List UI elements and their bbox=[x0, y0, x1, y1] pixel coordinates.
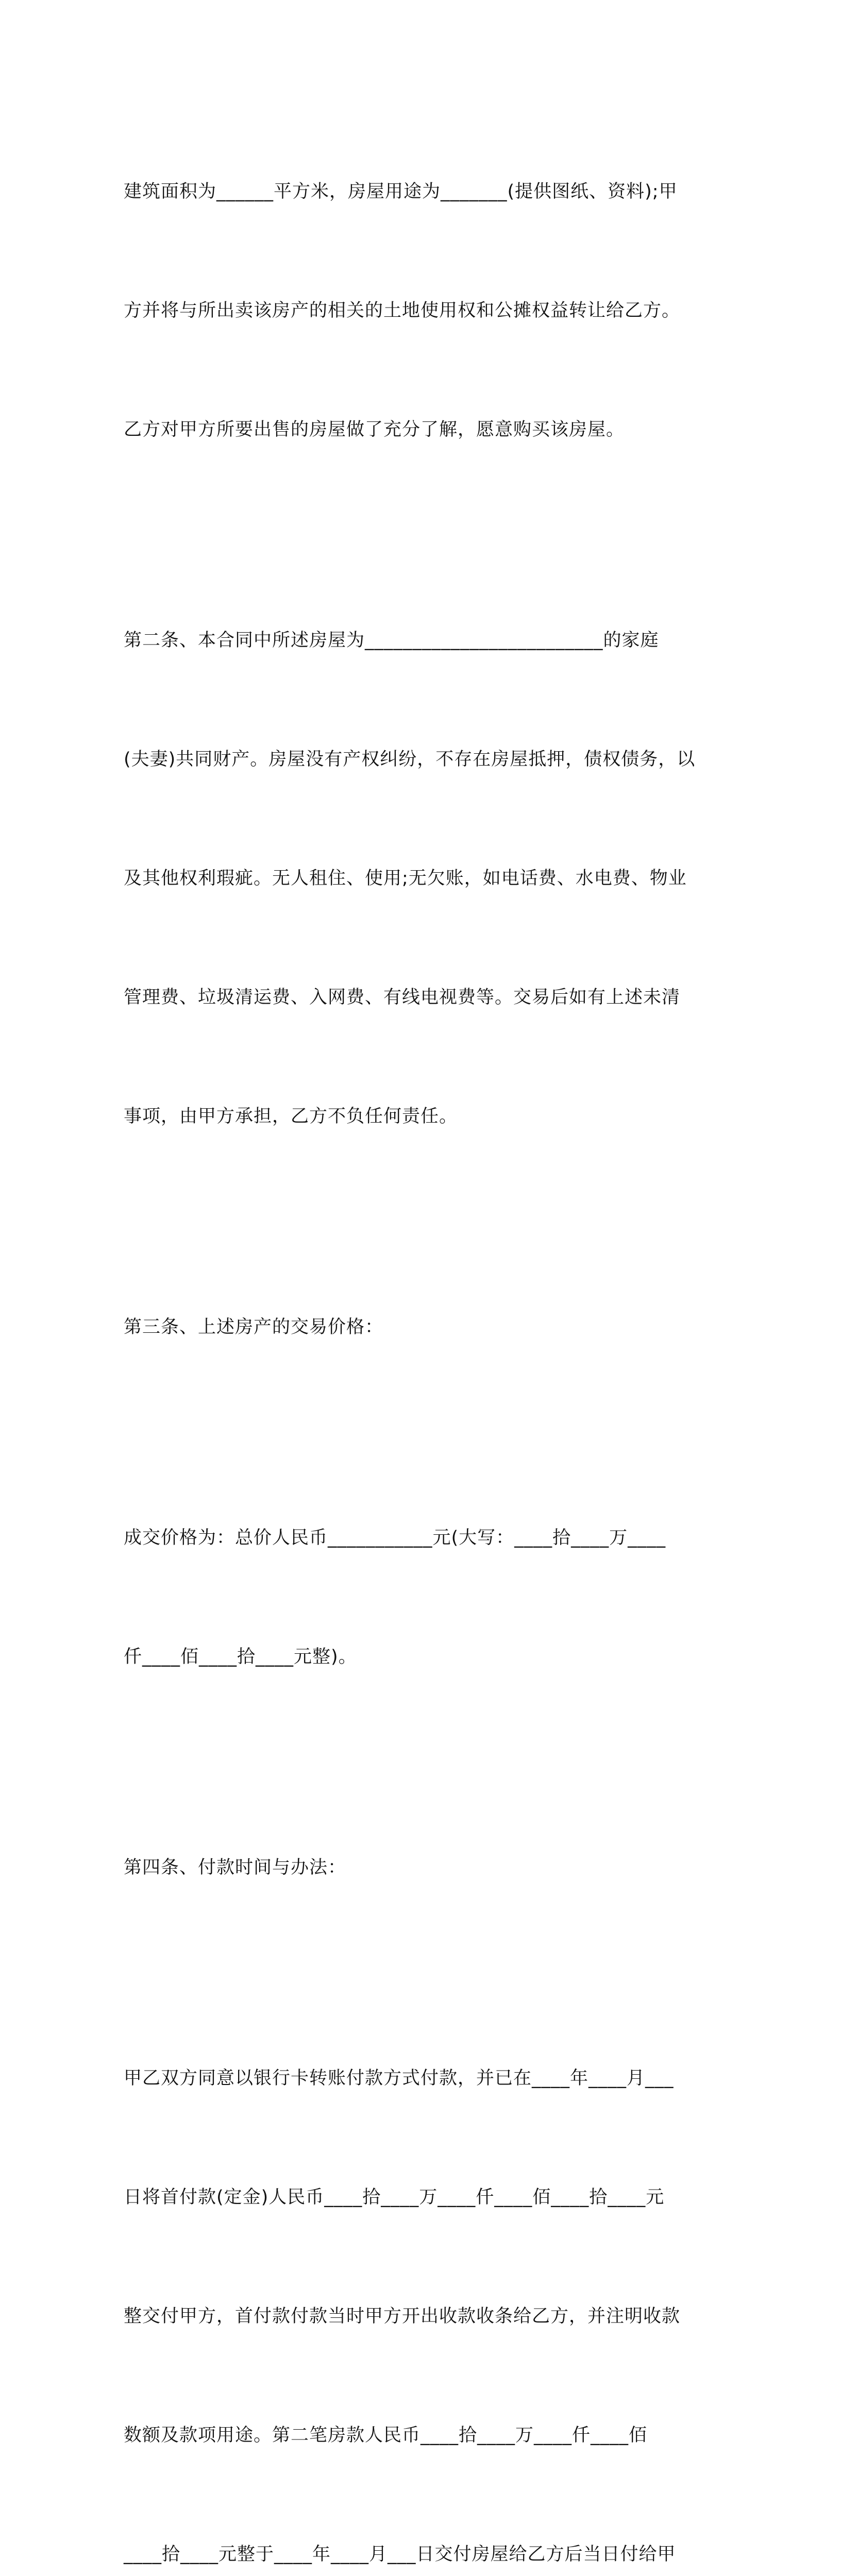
paragraph-article-2 bbox=[124, 541, 716, 1216]
text-line: 日将首付款(定金)人民币____拾____万____仟____佰____拾____元 bbox=[124, 2187, 665, 2208]
paragraph-article-3-heading bbox=[124, 1228, 716, 1427]
text-line: 数额及款项用途。第二笔房款人民币____拾____万____仟____佰 bbox=[124, 2425, 648, 2446]
paragraph-payment-terms bbox=[124, 1979, 716, 2576]
text-line: 方并将与所出卖该房产的相关的土地使用权和公摊权益转让给乙方。 bbox=[124, 300, 681, 321]
text-line: 及其他权利瑕疵。无人租住、使用;无欠账，如电话费、水电费、物业 bbox=[124, 868, 687, 889]
text-line: 第四条、付款时间与办法： bbox=[124, 1857, 347, 1878]
document-body bbox=[124, 93, 716, 2576]
text-line: 甲乙双方同意以银行卡转账付款方式付款，并已在____年____月___ bbox=[124, 2068, 674, 2089]
paragraph-price bbox=[124, 1439, 716, 1756]
text-line: ____拾____元整于____年____月___日交付房屋给乙方后当日付给甲 bbox=[124, 2544, 676, 2565]
text-line: 第二条、本合同中所述房屋为_________________________的家庭 bbox=[124, 630, 659, 651]
paragraph-property-area bbox=[124, 93, 716, 529]
paragraph-article-4-heading bbox=[124, 1769, 716, 1967]
text-line: 成交价格为：总价人民币___________元(大写：____拾____万____ bbox=[124, 1528, 666, 1548]
text-line: 仟____佰____拾____元整)。 bbox=[124, 1647, 357, 1667]
text-line: 乙方对甲方所要出售的房屋做了充分了解，愿意购买该房屋。 bbox=[124, 419, 625, 440]
text-line: 建筑面积为______平方米，房屋用途为_______(提供图纸、资料);甲 bbox=[124, 181, 678, 202]
text-line: 管理费、垃圾清运费、入网费、有线电视费等。交易后如有上述未清 bbox=[124, 987, 681, 1008]
text-line: (夫妻)共同财产。房屋没有产权纠纷，不存在房屋抵押，债权债务，以 bbox=[124, 749, 696, 770]
text-line: 事项，由甲方承担，乙方不负任何责任。 bbox=[124, 1106, 458, 1127]
text-line: 整交付甲方，首付款付款当时甲方开出收款收条给乙方，并注明收款 bbox=[124, 2306, 681, 2327]
text-line: 第三条、上述房产的交易价格： bbox=[124, 1317, 384, 1337]
